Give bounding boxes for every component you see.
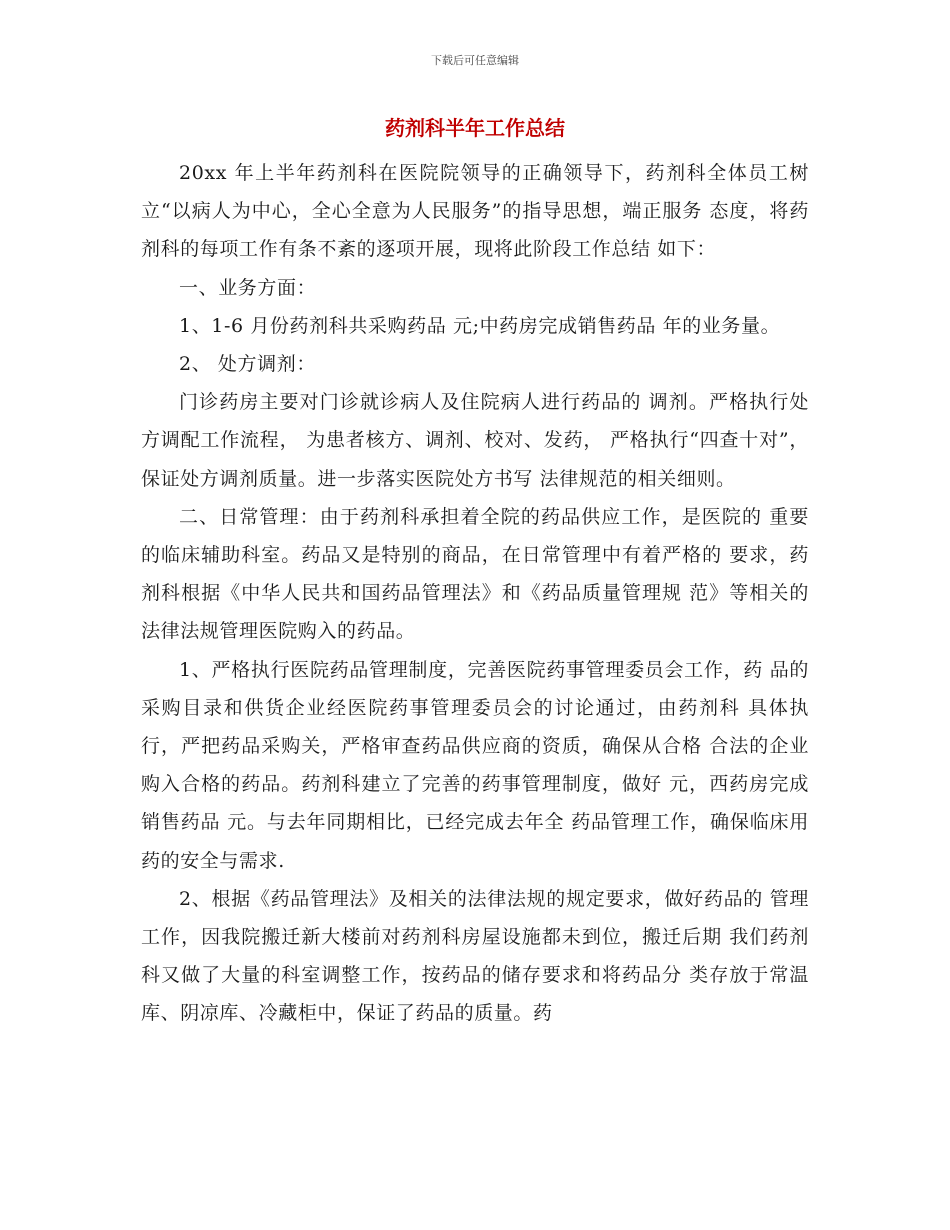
paragraph-prescription: 门诊药房主要对门诊就诊病人及住院病人进行药品的 调剂。严格执行处方调配工作流程， 为患者核方、调剂、校对、发药， 严格执行“四查十对”，保证处方调剂质量。进一步落实医院处方书写 法律规范的相关细则。 [141, 391, 809, 490]
page-header-note: 下载后可任意编辑 [431, 54, 519, 67]
paragraph-heading-prescription: 2、 处方调剂： [179, 353, 316, 376]
paragraph-storage: 2、根据《药品管理法》及相关的法律法规的规定要求，做好药品的 管理工作，因我院搬迁新大楼前对药剂科房屋设施都未到位，搬迁后期 我们药剂科又做了大量的科室调整工作，按药品的储存要求和将药品分 类存放于常温库、阴凉库、冷藏柜中，保证了药品的质量。药 [141, 887, 809, 1025]
document-title: 药剂科半年工作总结 [385, 116, 565, 140]
paragraph-daily-management: 二、日常管理：由于药剂科承担着全院的药品供应工作，是医院的 重要的临床辅助科室。药品又是特别的商品，在日常管理中有着严格的 要求，药剂科根据《中华人民共和国药品管理法》和《药品质量管理规 范》等相关的法律法规管理医院购入的药品。 [141, 505, 809, 643]
document-body [141, 154, 809, 1033]
paragraph-heading-business: 一、业务方面： [179, 276, 317, 299]
paragraph-management-system: 1、严格执行医院药品管理制度，完善医院药事管理委员会工作，药 品的采购目录和供货企业经医院药事管理委员会的讨论通过，由药剂科 具体执行，严把药品采购关，严格审查药品供应商的资质，确保从合格 合法的企业购入合格的药品。药剂科建立了完善的药事管理制度，做好 元，西药房完成销售药品 元。与去年同期相比，已经完成去年全 药品管理工作，确保临床用药的安全与需求. [141, 658, 809, 872]
paragraph-procurement: 1、1-6 月份药剂科共采购药品 元;中药房完成销售药品 年的业务量。 [179, 314, 781, 337]
paragraph-intro: 20xx 年上半年药剂科在医院院领导的正确领导下，药剂科全体员工树立“以病人为中心，全心全意为人民服务”的指导思想，端正服务 态度，将药剂科的每项工作有条不紊的逐项开展，现将此阶段工作总结 如下： [141, 162, 809, 261]
